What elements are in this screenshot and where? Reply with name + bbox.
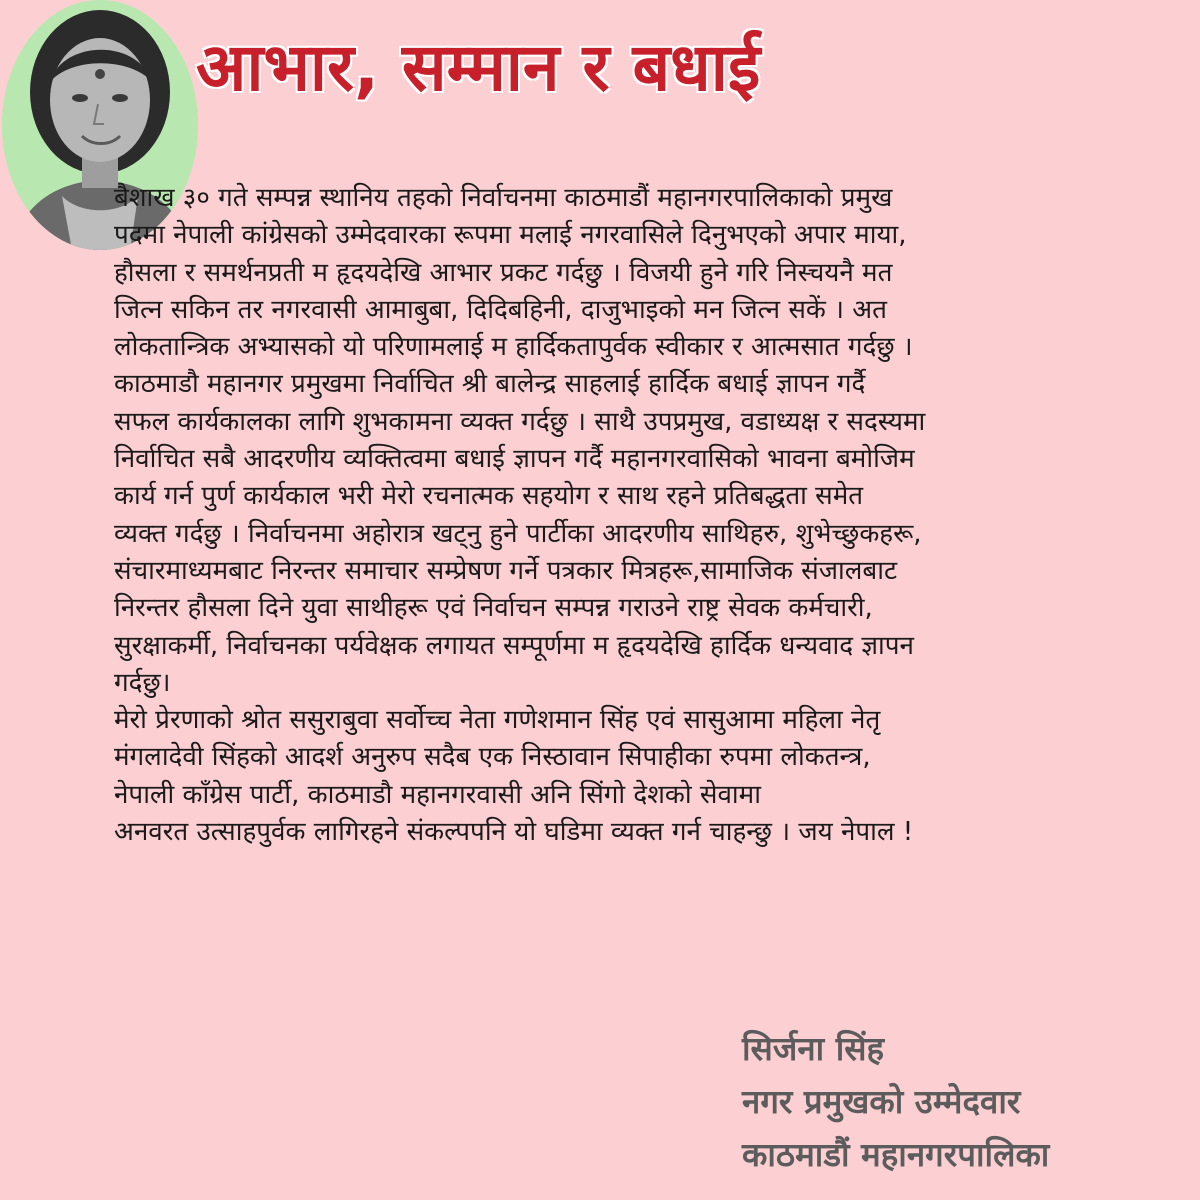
body-line: जित्न सकिन तर नगरवासी आमाबुबा, दिदिबहिनी, दाजुभाइको मन जित्न सकें । अत	[114, 294, 887, 325]
body-line: पदमा नेपाली कांग्रेसको उम्मेदवारका रूपमा मलाई नगरवासिले दिनुभएको अपार माया,	[114, 220, 907, 251]
statement-body	[114, 180, 1160, 851]
body-line: काठमाडौ महानगर प्रमुखमा निर्वाचित श्री बालेन्द्र साहलाई हार्दिक बधाई ज्ञापन गर्दै	[114, 369, 866, 400]
body-line: मेरो प्रेरणाको श्रोत ससुराबुवा सर्वोच्च नेता गणेशमान सिंह एवं सासुआमा महिला नेतृ	[114, 705, 881, 736]
signatory-designation: नगर प्रमुखको उम्मेदवार	[742, 1082, 1021, 1121]
body-line: अनवरत उत्साहपुर्वक लागिरहने संकल्पपनि यो घडिमा व्यक्त गर्न चाहन्छु । जय नेपाल !	[114, 817, 914, 848]
body-line: बैशाख ३० गते सम्पन्न स्थानिय तहको निर्वाचनमा काठमाडौं महानगरपालिकाको प्रमुख	[114, 183, 893, 213]
body-line: निरन्तर हौसला दिने युवा साथीहरू एवं निर्वाचन सम्पन्न गराउने राष्ट्र सेवक कर्मचारी,	[114, 593, 873, 624]
body-line: गर्दछु।	[114, 667, 171, 698]
body-line: संचारमाध्यमबाट निरन्तर समाचार सम्प्रेषण गर्ने पत्रकार मित्रहरू,सामाजिक संजालबाट	[114, 555, 898, 586]
page-title: आभार, सम्मान र बधाई	[196, 29, 761, 106]
body-line: हौसला र समर्थनप्रती म हृदयदेखि आभार प्रकट गर्दछु । विजयी हुने गरि निस्चयनै मत	[114, 257, 893, 288]
signature-block	[742, 1022, 1182, 1181]
signatory-organization: काठमाडौं महानगरपालिका	[742, 1135, 1050, 1174]
body-line: लोकतान्त्रिक अभ्यासको यो परिणामलाई म हार्दिकतापुर्वक स्वीकार र आत्मसात गर्दछु ।	[114, 332, 913, 363]
body-line: व्यक्त गर्दछु । निर्वाचनमा अहोरात्र खट्नु हुने पार्टीका आदरणीय साथिहरु, शुभेच्छुकहरू,	[114, 518, 922, 549]
body-line: नेपाली काँग्रेस पार्टी, काठमाडौ महानगरवासी अनि सिंगो देशको सेवामा	[114, 779, 761, 810]
body-line: मंगलादेवी सिंहको आदर्श अनुरुप सदैब एक निस्ठावान सिपाहीका रुपमा लोकतन्त्र,	[114, 742, 871, 773]
body-line: निर्वाचित सबै आदरणीय व्यक्तित्वमा बधाई ज्ञापन गर्दै महानगरवासिको भावना बमोजिम	[114, 444, 915, 475]
body-line: सफल कार्यकालका लागि शुभकामना व्यक्त गर्दछु । साथै उपप्रमुख, वडाध्यक्ष र सदस्यमा	[114, 406, 926, 437]
body-line: कार्य गर्न पुर्ण कार्यकाल भरी मेरो रचनात्मक सहयोग र साथ रहने प्रतिबद्धता समेत	[114, 481, 864, 512]
body-line: सुरक्षाकर्मी, निर्वाचनका पर्यवेक्षक लगायत सम्पूर्णमा म हृदयदेखि हार्दिक धन्यवाद ज्ञापन	[114, 630, 914, 661]
signatory-name: सिर्जना सिंह	[742, 1029, 885, 1068]
